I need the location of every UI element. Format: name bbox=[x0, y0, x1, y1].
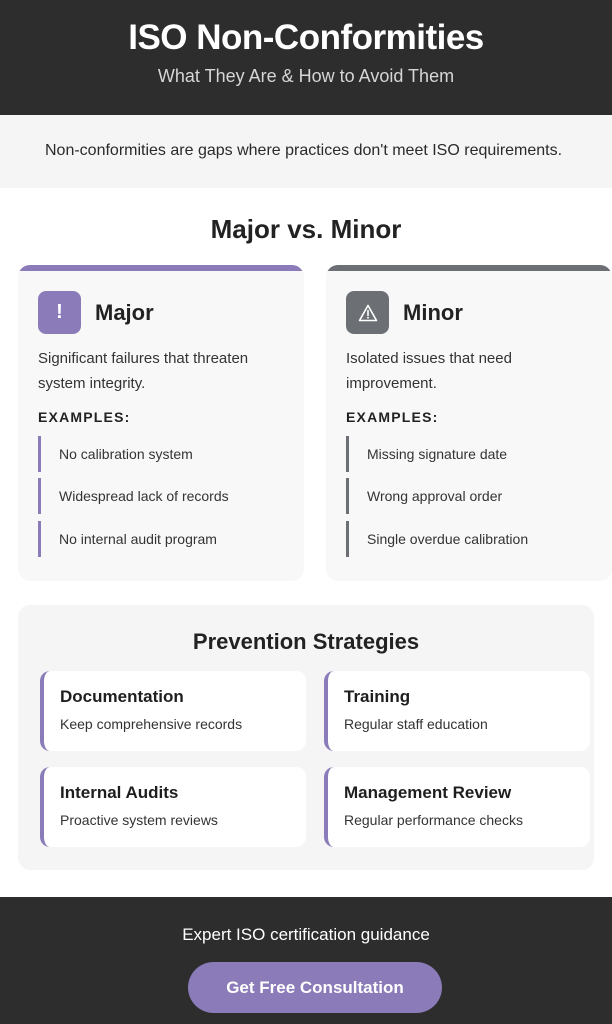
page-header bbox=[0, 0, 612, 115]
prevention-section bbox=[18, 605, 594, 870]
strategy-description: Proactive system reviews bbox=[60, 812, 218, 828]
minor-example-item: Missing signature date bbox=[346, 436, 596, 472]
warning-triangle-glyph bbox=[358, 304, 378, 322]
minor-card-title: Minor bbox=[403, 300, 463, 325]
comparison-title: Major vs. Minor bbox=[210, 214, 402, 244]
strategy-title: Documentation bbox=[60, 687, 184, 706]
strategy-description: Regular staff education bbox=[344, 716, 488, 732]
minor-card-description: Isolated issues that need improvement. bbox=[346, 350, 512, 392]
intro-banner bbox=[0, 115, 612, 188]
major-card-description: Significant failures that threaten system integrity. bbox=[38, 350, 249, 392]
exclamation-icon: ! bbox=[38, 291, 81, 334]
major-example-item: No calibration system bbox=[38, 436, 288, 472]
major-example-item: No internal audit program bbox=[38, 521, 288, 557]
strategy-title: Management Review bbox=[344, 783, 512, 802]
intro-text: Non-conformities are gaps where practices don't meet ISO requirements. bbox=[45, 142, 563, 159]
major-card-accent-bar bbox=[18, 265, 304, 271]
minor-example-item: Single overdue calibration bbox=[346, 521, 596, 557]
page-footer bbox=[0, 897, 612, 1024]
strategy-card-management-review bbox=[324, 767, 590, 847]
warning-triangle-icon bbox=[346, 291, 389, 334]
strategy-card-internal-audits bbox=[40, 767, 306, 847]
minor-card-accent-bar bbox=[326, 265, 612, 271]
prevention-title: Prevention Strategies bbox=[192, 629, 420, 654]
page-title: ISO Non-Conformities bbox=[128, 18, 484, 57]
page-subtitle: What They Are & How to Avoid Them bbox=[157, 66, 455, 86]
footer-text: Expert ISO certification guidance bbox=[182, 925, 430, 944]
strategy-description: Regular performance checks bbox=[344, 812, 523, 828]
minor-example-item: Wrong approval order bbox=[346, 478, 596, 514]
strategy-card-documentation bbox=[40, 671, 306, 751]
strategy-title: Internal Audits bbox=[60, 783, 179, 802]
major-card bbox=[18, 265, 304, 581]
strategy-description: Keep comprehensive records bbox=[60, 716, 243, 732]
strategy-card-training bbox=[324, 671, 590, 751]
major-examples-label: EXAMPLES: bbox=[38, 409, 131, 425]
major-card-title: Major bbox=[95, 300, 154, 325]
strategy-title: Training bbox=[344, 687, 411, 706]
get-free-consultation-button[interactable]: Get Free Consultation bbox=[188, 962, 442, 1013]
minor-examples-label: EXAMPLES: bbox=[346, 409, 439, 425]
major-example-item: Widespread lack of records bbox=[38, 478, 288, 514]
minor-card bbox=[326, 265, 612, 581]
